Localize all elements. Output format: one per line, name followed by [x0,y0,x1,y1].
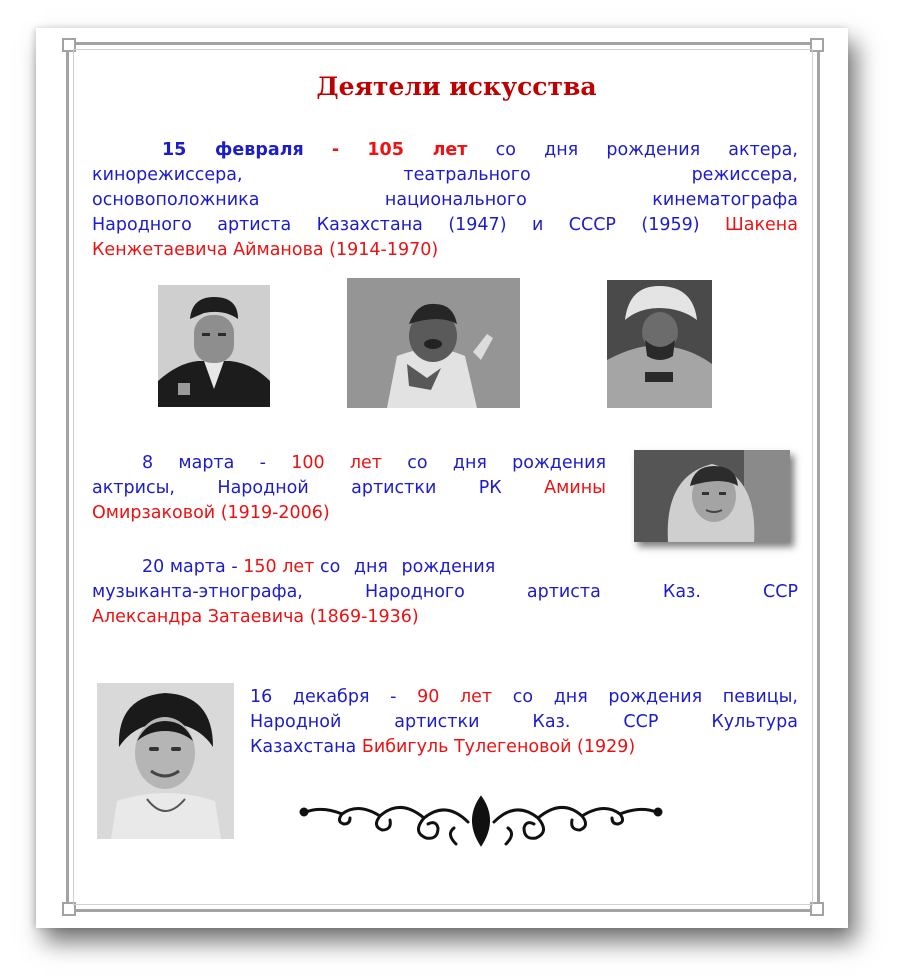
entry-name: Кенжетаевича Айманова (1914-1970) [92,240,439,260]
entry-years: 100 лет [291,453,382,473]
frame-corner [62,38,76,52]
entry-date: 20 марта - [142,557,238,577]
entry-date: 8 марта - [142,453,266,473]
entry-text: Народной артистки Каз. ССР Культура [250,712,798,732]
ornament-divider [296,790,666,850]
entry-text: музыканта-этнографа, Народного артиста Каз. ССР [92,582,798,602]
frame-corner [62,902,76,916]
entry-name: Шакена [725,215,798,235]
entry-text: актрисы, Народной артистки РК [92,478,502,498]
entry-name: Омирзаковой (1919-2006) [92,503,330,523]
photo-aimanov-role [347,278,520,408]
photo-aimanov-costume [607,280,712,408]
photo-aimanov-portrait [158,285,270,407]
entry-name: Александра Затаевича (1869-1936) [92,607,419,627]
entry-years: 90 лет [417,687,493,707]
page-title: Деятели искусства [316,72,597,101]
entry-text: Народного артиста Казахстана (1947) и СССР (1959) [92,215,700,235]
entry-years: 150 лет [243,557,315,577]
photo-tulegenova [97,683,234,839]
entry-text-line [92,555,798,580]
entry-text: со дня рождения [319,557,496,577]
entry-text: со дня рождения певицы, [512,687,798,707]
entry-text-line [92,451,606,476]
entry-text: со дня рождения [407,453,606,473]
entry-zataevich [92,555,798,630]
entry-name: Бибигуль Тулегеновой (1929) [361,737,636,757]
entry-name: Амины [544,478,606,498]
frame-corner [810,902,824,916]
entry-aimanov [92,138,798,263]
entry-text: со дня рождения актера, [495,140,798,160]
frame-corner [810,38,824,52]
entry-text-line [92,476,606,501]
entry-text-line [92,213,798,238]
entry-omirzakova [92,451,606,526]
entry-date: 16 декабря - [250,687,397,707]
entry-text: Казахстана [250,737,357,757]
entry-tulegenova [250,685,798,760]
entry-text-line [250,685,798,710]
entry-date: 15 февраля [162,140,304,160]
entry-text: кинорежиссера, театрального режиссера, [92,165,798,185]
entry-text: основоположника национального кинематографа [92,190,798,210]
entry-years: 105 лет [367,140,468,160]
entry-dash: - [331,140,340,160]
photo-omirzakova [634,450,790,542]
entry-text-line [250,735,798,760]
